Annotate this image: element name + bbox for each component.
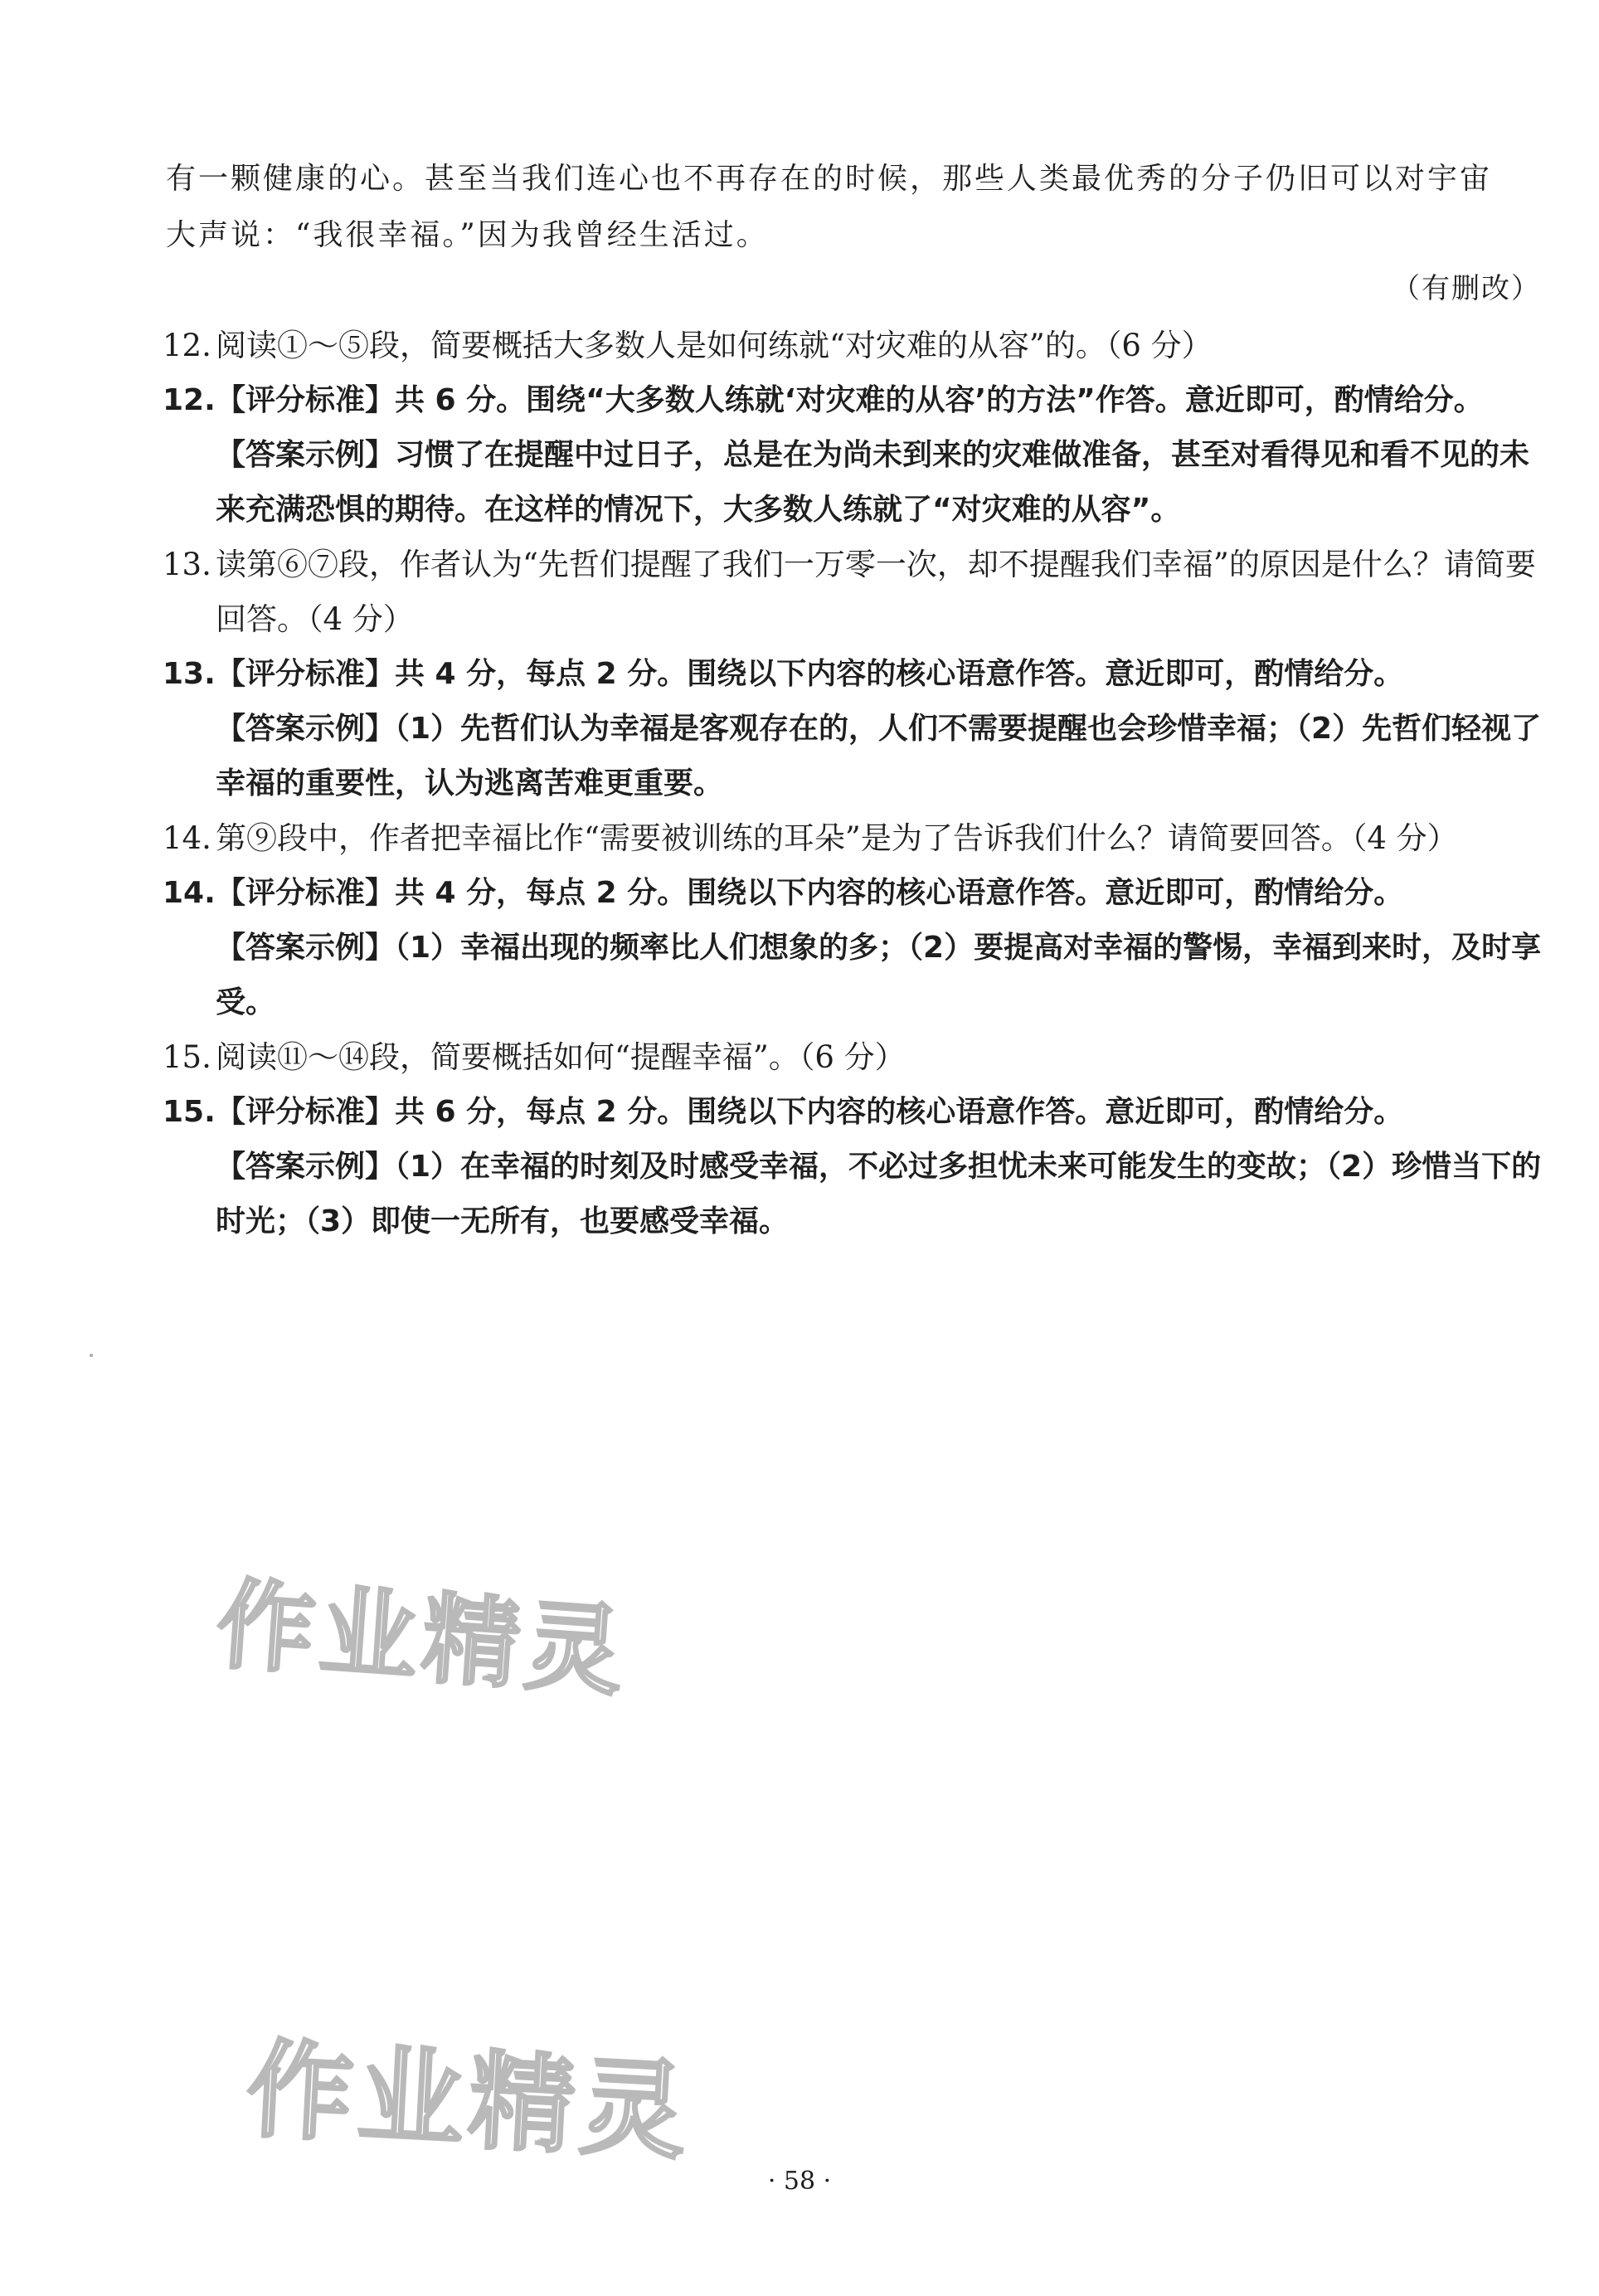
question-answer-section	[163, 319, 1543, 1249]
answer-example: 【答案示例】（1）先哲们认为幸福是客观存在的，人们不需要提醒也会珍惜幸福；（2）先哲们轻视了幸福的重要性，认为逃离苦难更重要。	[216, 712, 1542, 800]
answer-12	[163, 373, 1543, 538]
question-13	[163, 538, 1543, 647]
question-text: 第⑨段中，作者把幸福比作“需要被训练的耳朵”是为了告诉我们什么？请简要回答。（4 分）	[216, 820, 1458, 856]
question-14	[163, 811, 1543, 866]
question-12	[163, 319, 1543, 373]
answer-number: 14.	[163, 876, 216, 910]
answer-15	[163, 1085, 1543, 1249]
question-number: 13.	[163, 547, 211, 582]
passage-line: 大声说：“我很幸福。”因为我曾经生活过。	[166, 218, 769, 252]
question-15	[163, 1030, 1543, 1085]
question-number: 15.	[163, 1039, 211, 1075]
question-number: 12.	[163, 328, 211, 363]
answer-example: 【答案示例】（1）幸福出现的频率比人们想象的多；（2）要提高对幸福的警惕，幸福到来时，及时享受。	[216, 931, 1542, 1019]
watermark-logo: 作业精灵	[243, 2028, 694, 2175]
scoring-standard: 【评分标准】共 4 分，每点 2 分。围绕以下内容的核心语意作答。意近即可，酌情给分。	[216, 876, 1404, 910]
question-number: 14.	[163, 820, 211, 856]
answer-example: 【答案示例】习惯了在提醒中过日子，总是在为尚未到来的灾难做准备，甚至对看得见和看不见的未来充满恐惧的期待。在这样的情况下，大多数人练就了“对灾难的从容”。	[216, 438, 1530, 527]
page-number: · 58 ·	[767, 2167, 832, 2196]
passage-ending	[166, 151, 1538, 264]
scoring-standard: 【评分标准】共 4 分，每点 2 分。围绕以下内容的核心语意作答。意近即可，酌情给分。	[216, 657, 1404, 691]
answer-number: 15.	[163, 1095, 216, 1129]
answer-example: 【答案示例】（1）在幸福的时刻及时感受幸福，不必过多担忧未来可能发生的变故；（2）珍惜当下的时光；（3）即使一无所有，也要感受幸福。	[216, 1150, 1542, 1238]
question-text: 读第⑥⑦段，作者认为“先哲们提醒了我们一万零一次，却不提醒我们幸福”的原因是什么？请简要回答。（4 分）	[216, 547, 1536, 637]
scoring-standard: 【评分标准】共 6 分。围绕“大多数人练就‘对灾难的从容’的方法”作答。意近即可，酌情给分。	[216, 383, 1484, 417]
scoring-standard: 【评分标准】共 6 分，每点 2 分。围绕以下内容的核心语意作答。意近即可，酌情给分。	[216, 1095, 1404, 1129]
question-text: 阅读⑪～⑭段，简要概括如何“提醒幸福”。（6 分）	[216, 1039, 906, 1075]
scan-speck	[90, 1354, 93, 1357]
answer-14	[163, 866, 1543, 1030]
question-text: 阅读①～⑤段，简要概括大多数人是如何练就“对灾难的从容”的。（6 分）	[216, 328, 1213, 363]
source-note: （有删改）	[1392, 272, 1541, 305]
answer-13	[163, 647, 1543, 811]
passage-line: 有一颗健康的心。甚至当我们连心也不再存在的时候，那些人类最优秀的分子仍旧可以对宇宙	[166, 162, 1493, 196]
watermark-logo: 作业精灵	[213, 1566, 632, 1710]
answer-number: 12.	[163, 383, 216, 417]
answer-number: 13.	[163, 657, 216, 691]
